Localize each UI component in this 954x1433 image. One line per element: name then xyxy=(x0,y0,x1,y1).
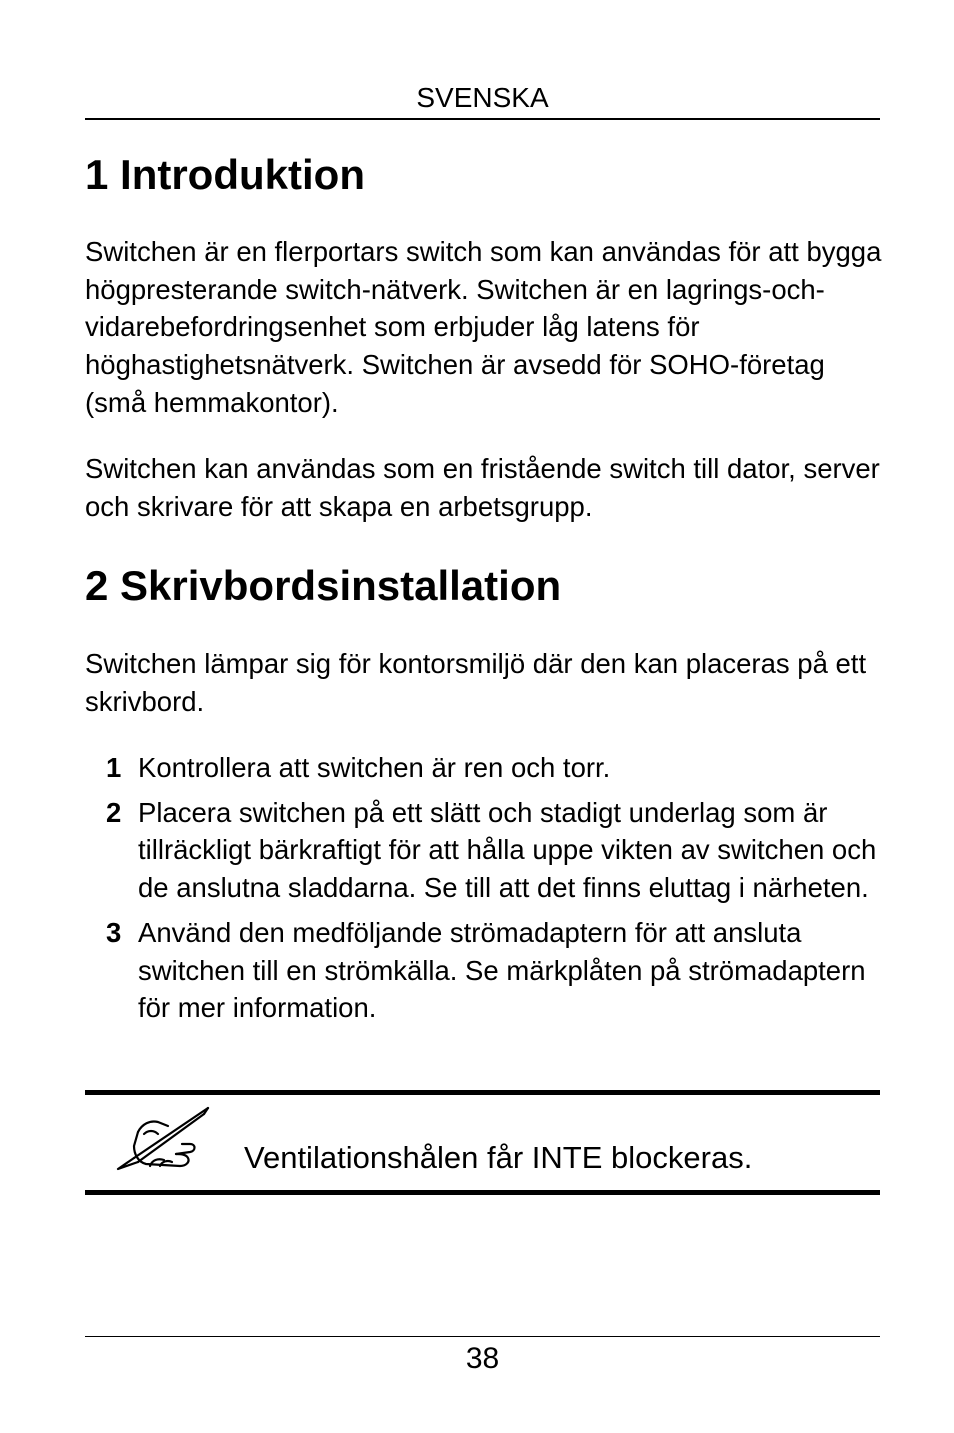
step-text: Använd den medföljande strömadaptern för att ansluta switchen till en strömkälla. Se märkplåten på strömadaptern för mer information. xyxy=(138,916,866,1024)
step-number: 2 xyxy=(106,796,122,828)
installation-steps-list xyxy=(85,749,885,1034)
writing-hand-icon xyxy=(114,1106,212,1172)
step-text: Kontrollera att switchen är ren och torr. xyxy=(138,752,611,783)
note-top-divider xyxy=(85,1090,880,1095)
footer-divider xyxy=(85,1336,880,1337)
header-divider xyxy=(85,118,880,120)
intro-paragraph-1: Switchen är en flerportars switch som kan användas för att bygga högpresterande switch-nätverk. Switchen är en lagrings-och-vidarebefordringsenhet som erbjuder låg latens för höghastighetsnätverk. Switchen är avsedd för SOHO-företag (små hemmakontor). xyxy=(85,236,882,418)
page-number: 38 xyxy=(465,1342,500,1375)
step-text: Placera switchen på ett slätt och stadigt underlag som är tillräckligt bärkraftigt för att hålla uppe vikten av switchen och de anslutna sladdarna. Se till att det finns eluttag i närheten. xyxy=(138,796,877,904)
list-item xyxy=(85,914,885,1027)
note-text: Ventilationshålen får INTE blockeras. xyxy=(244,1140,753,1175)
section-title-introduction: 1 Introduktion xyxy=(85,151,365,198)
section-title-desktop-installation: 2 Skrivbordsinstallation xyxy=(85,562,562,609)
installation-paragraph: Switchen lämpar sig för kontorsmiljö där den kan placeras på ett skrivbord. xyxy=(85,648,867,717)
step-number: 3 xyxy=(106,916,122,948)
intro-paragraph-2: Switchen kan användas som en fristående switch till dator, server och skrivare för att skapa en arbetsgrupp. xyxy=(85,453,880,522)
note-bottom-divider xyxy=(85,1190,880,1195)
step-number: 1 xyxy=(106,752,122,783)
list-item xyxy=(85,794,885,907)
list-item xyxy=(85,749,885,787)
page-header-language: SVENSKA xyxy=(416,82,549,113)
